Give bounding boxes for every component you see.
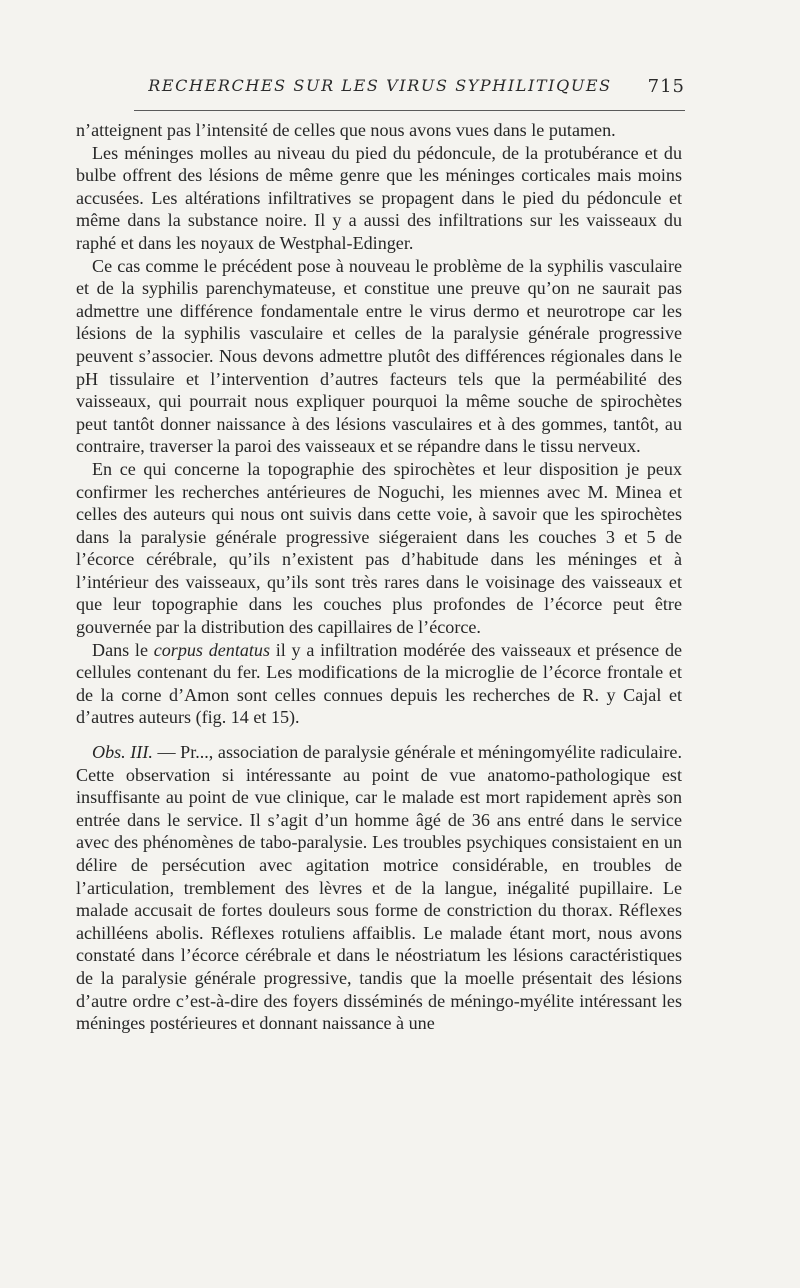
paragraph-topographie-spirochetes: En ce qui concerne la topographie des spirochètes et leur disposition je peux confirmer les recherches antérieures de Noguchi, les miennes avec M. Minea et celles des auteurs qui nous ont suivis dans cette voie, à savoir que les spirochètes dans la paralysie générale progressive siégeraient dans les couches 3 et 5 de l’écorce cérébrale, qu’ils n’existent pas d’habitude dans les méninges et à l’intérieur des vaisseaux, qu’ils sont très rares dans le voisinage des vaisseaux et que leur topographie dans les couches plus profondes de l’écorce peut être gouvernée par la distribution des capillaires de l’écorce. [76,458,682,638]
corpus-dentatus-term: corpus dentatus [153,639,271,660]
running-head [76,76,685,102]
paragraph-corpus-dentatus [76,639,682,729]
p5-rest: il y a infiltration modérée des vaisseaux et présence de cellules contenant du fer. Les modifications de la microglie de l’écorce frontale et de la corne d’Amon sont celles connues depuis les recherches de R. y Cajal et d’autres auteurs (fig. 14 et 15). [76,639,683,728]
body-text [76,119,682,1035]
running-title: RECHERCHES SUR LES VIRUS SYPHILITIQUES [148,76,612,95]
p5-start: Dans le [92,639,154,660]
paragraph-continuation: n’atteignent pas l’intensité de celles que nous avons vues dans le putamen. [76,120,616,140]
paragraph-meninges: Les méninges molles au niveau du pied du pédoncule, de la protubérance et du bulbe offrent des lésions de même genre que les méninges corticales mais moins accusées. Les altérations infiltratives se propagent dans le pied du pédoncule et même dans la substance noire. Il y a aussi des infiltrations sur les vaisseaux du raphé et dans les noyaux de Westphal-Edinger. [76,142,682,253]
observation-label: Obs. III. [92,742,153,763]
page-number: 715 [647,76,685,97]
header-rule [134,110,685,111]
observation-text: — Pr..., association de paralysie générale et méningomyélite radiculaire. Cette observation si intéressante au point de vue anatomo-pathologique est insuffisante au point de vue clinique, car le malade est mort rapidement après son entrée dans le service. Il s’agit d’un homme âgé de 36 ans entré dans le service avec des phénomènes de tabo-paralysie. Les troubles psychiques consistaient en un délire de persécution avec agitation motrice considérable, en troubles de l’articulation, tremblement des lèvres et de la langue, inégalité pupillaire. Le malade accusait de fortes douleurs sous forme de constriction du thorax. Réflexes achilléens abolis. Réflexes rotuliens affaiblis. Le malade étant mort, nous avons constaté dans l’écorce cérébrale et dans le néostriatum les lésions caractéristiques de la paralysie générale progressive, tandis que la moelle présentait des lésions d’autre ordre c’est-à-dire des foyers disséminés de méningo-myélite intéressant les méninges postérieures et donnant naissance à une [76,742,682,1034]
paragraph-syphilis-vasculaire: Ce cas comme le précédent pose à nouveau le problème de la syphilis vasculaire et de la syphilis parenchymateuse, et constitue une preuve qu’on ne saurait pas admettre une différence fondamentale entre le virus dermo et neurotrope car les lésions de la syphilis vasculaire et celles de la paralysie générale progressive peuvent s’associer. Nous devons admettre plutôt des différences régionales dans le pH tissulaire et l’intervention d’autres facteurs tels que la perméabilité des vaisseaux, qui pourrait nous expliquer pourquoi la même souche de spirochètes peut tantôt donner naissance à des lésions vasculaires et à des gommes, tantôt, au contraire, traverser la paroi des vaisseaux et se répandre dans le tissu nerveux. [76,255,682,457]
paragraph-observation-3 [76,741,682,1035]
